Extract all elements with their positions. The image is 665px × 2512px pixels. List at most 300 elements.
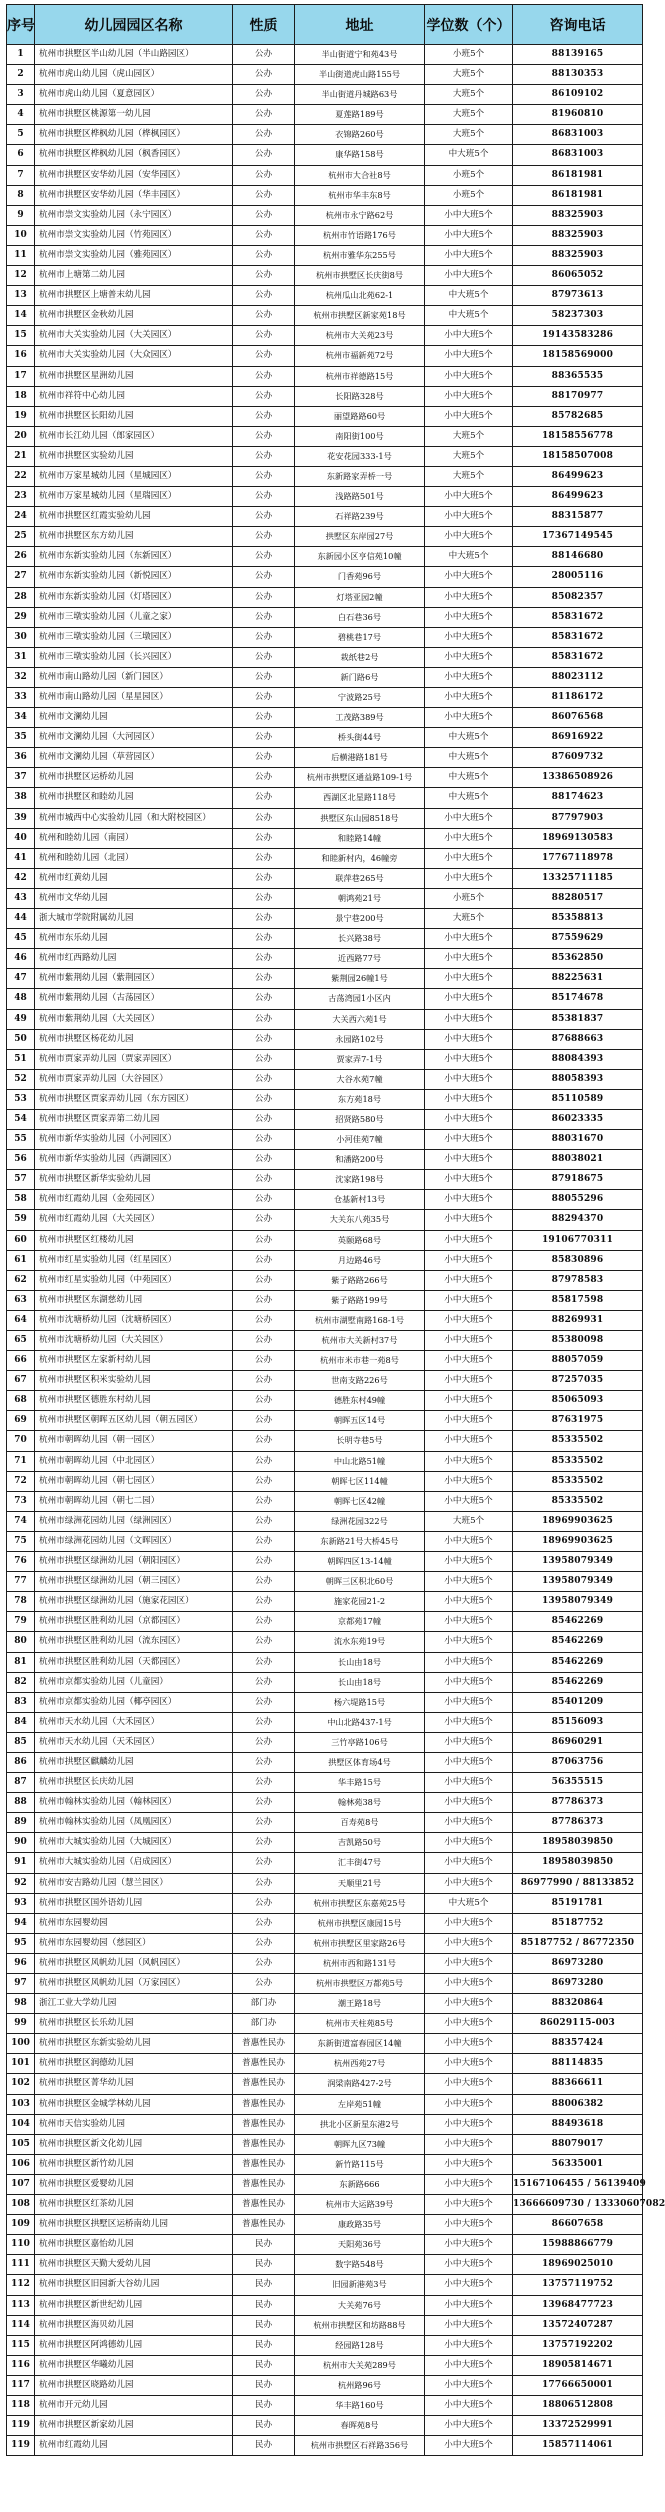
seat-count: 中大班5个 [425,145,513,165]
table-row [7,2034,643,2054]
school-name: 杭州市虎山幼儿园（夏意园区） [35,85,233,105]
seat-count: 大班5个 [425,1511,513,1531]
school-address: 近西路77号 [295,949,425,969]
school-nature: 公办 [233,688,295,708]
row-index: 49 [7,1009,35,1029]
school-name: 杭州市紫荆幼儿园（紫荆园区） [35,969,233,989]
table-row [7,1612,643,1632]
seat-count: 小中大班5个 [425,1933,513,1953]
phone-number: 15167106455 / 56139409 [513,2174,643,2194]
row-index: 66 [7,1351,35,1371]
phone-number: 19143583286 [513,326,643,346]
row-index: 21 [7,446,35,466]
school-name: 杭州市南山路幼儿园（新门园区） [35,667,233,687]
seat-count: 小中大班5个 [425,1049,513,1069]
phone-number: 86023335 [513,1109,643,1129]
phone-number: 13572407287 [513,2315,643,2335]
school-address: 杭州市大关苑23号 [295,326,425,346]
school-address: 杭州市福新苑72号 [295,346,425,366]
school-name: 杭州市拱墅区金城学林幼儿园 [35,2094,233,2114]
school-address: 大关西六苑1号 [295,1009,425,1029]
school-nature: 公办 [233,1190,295,1210]
school-name: 杭州市拱墅区风帆幼儿园（万家园区） [35,1974,233,1994]
school-address: 栽纸巷2号 [295,647,425,667]
table-row [7,1310,643,1330]
table-row [7,647,643,667]
seat-count: 小中大班5个 [425,1471,513,1491]
seat-count: 小中大班5个 [425,627,513,647]
seat-count: 小中大班5个 [425,346,513,366]
school-address: 大谷水苑7幢 [295,1069,425,1089]
phone-number: 85335502 [513,1451,643,1471]
table-row [7,808,643,828]
school-name: 杭州市拱墅区德胜东村幼儿园 [35,1391,233,1411]
seat-count: 小中大班5个 [425,1451,513,1471]
school-name: 杭州市拱墅区新华实验幼儿园 [35,1170,233,1190]
school-nature: 部门办 [233,2014,295,2034]
row-index: 73 [7,1491,35,1511]
seat-count: 小中大班5个 [425,969,513,989]
seat-count: 中大班5个 [425,728,513,748]
table-row [7,1732,643,1752]
table-row [7,1250,643,1270]
school-address: 潮王路18号 [295,1994,425,2014]
school-name: 杭州市翰林实验幼儿园（凤凰园区） [35,1813,233,1833]
seat-count: 大班5个 [425,85,513,105]
school-nature: 公办 [233,426,295,446]
phone-number: 19106770311 [513,1230,643,1250]
seat-count: 小中大班5个 [425,848,513,868]
school-address: 华丰路160号 [295,2395,425,2415]
seat-count: 中大班5个 [425,748,513,768]
school-nature: 公办 [233,1170,295,1190]
phone-number: 13757119752 [513,2275,643,2295]
phone-number: 88130353 [513,65,643,85]
phone-number: 81960810 [513,105,643,125]
row-index: 41 [7,848,35,868]
school-address: 白石巷36号 [295,607,425,627]
school-nature: 公办 [233,1049,295,1069]
school-name: 杭州市沈塘桥幼儿园（大关园区） [35,1331,233,1351]
seat-count: 小中大班5个 [425,1732,513,1752]
school-nature: 公办 [233,1310,295,1330]
seat-count: 小中大班5个 [425,1974,513,1994]
school-name: 杭州市拱墅区拱墅区运桥南幼儿园 [35,2215,233,2235]
table-row [7,446,643,466]
phone-number: 13757192202 [513,2335,643,2355]
school-address: 杭州市湖墅南路168-1号 [295,1310,425,1330]
table-row [7,587,643,607]
table-row [7,1933,643,1953]
school-address: 杭州市雅华东255号 [295,245,425,265]
phone-number: 88325903 [513,225,643,245]
seat-count: 小中大班5个 [425,2114,513,2134]
seat-count: 小中大班5个 [425,1270,513,1290]
school-address: 沈家路198号 [295,1170,425,1190]
seat-count: 小中大班5个 [425,487,513,507]
table-row [7,225,643,245]
row-index: 64 [7,1310,35,1330]
phone-number: 28005116 [513,567,643,587]
school-address: 德胜东村49幢 [295,1391,425,1411]
phone-number: 18969130583 [513,828,643,848]
school-name: 浙江工业大学幼儿园 [35,1994,233,2014]
phone-number: 88174623 [513,788,643,808]
row-index: 78 [7,1592,35,1612]
school-nature: 公办 [233,1069,295,1089]
school-name: 杭州市贾家弄幼儿园（大谷园区） [35,1069,233,1089]
school-nature: 普惠性民办 [233,2114,295,2134]
school-nature: 普惠性民办 [233,2215,295,2235]
table-row [7,346,643,366]
seat-count: 小中大班5个 [425,1873,513,1893]
phone-number: 88366611 [513,2074,643,2094]
school-address: 吉凯路50号 [295,1833,425,1853]
school-address: 康华路158号 [295,145,425,165]
table-row [7,828,643,848]
row-index: 46 [7,949,35,969]
row-index: 37 [7,768,35,788]
seat-count: 大班5个 [425,65,513,85]
school-name: 杭州市拱墅区安华幼儿园（华丰园区） [35,185,233,205]
phone-number: 86977990 / 88133852 [513,1873,643,1893]
school-nature: 民办 [233,2416,295,2436]
school-address: 浅路路501号 [295,487,425,507]
phone-number: 86831003 [513,125,643,145]
seat-count: 小中大班5个 [425,688,513,708]
seat-count: 中大班5个 [425,286,513,306]
school-nature: 公办 [233,627,295,647]
table-row [7,2074,643,2094]
school-address: 杭州市大合社8号 [295,165,425,185]
school-address: 石祥路239号 [295,507,425,527]
table-row [7,1210,643,1230]
seat-count: 小中大班5个 [425,1773,513,1793]
school-nature: 公办 [233,85,295,105]
table-row [7,1069,643,1089]
school-nature: 公办 [233,1732,295,1752]
table-row [7,1190,643,1210]
table-row [7,185,643,205]
school-address: 经园路128号 [295,2335,425,2355]
school-address: 招贤路580号 [295,1109,425,1129]
school-address: 灯塔亚园2幢 [295,587,425,607]
school-nature: 民办 [233,2375,295,2395]
table-row [7,145,643,165]
seat-count: 小中大班5个 [425,1672,513,1692]
seat-count: 小中大班5个 [425,326,513,346]
table-row [7,567,643,587]
phone-number: 88225631 [513,969,643,989]
school-name: 杭州市朝晖幼儿园（朝一园区） [35,1431,233,1451]
school-address: 杭州市华丰东8号 [295,185,425,205]
school-name: 杭州市拱墅区东新实验幼儿园 [35,2034,233,2054]
phone-number: 13325711185 [513,868,643,888]
school-address: 翰林苑38号 [295,1793,425,1813]
seat-count: 小中大班5个 [425,1331,513,1351]
row-index: 117 [7,2375,35,2395]
school-nature: 公办 [233,205,295,225]
phone-number: 85065093 [513,1391,643,1411]
table-row [7,2014,643,2034]
table-row [7,969,643,989]
phone-number: 85782685 [513,406,643,426]
phone-number: 88294370 [513,1210,643,1230]
phone-number: 13372529991 [513,2416,643,2436]
school-nature: 公办 [233,989,295,1009]
row-index: 33 [7,688,35,708]
phone-number: 18969025010 [513,2255,643,2275]
school-address: 杭州市拱墅区康园15号 [295,1913,425,1933]
table-row [7,848,643,868]
row-index: 58 [7,1190,35,1210]
row-index: 24 [7,507,35,527]
header-phone: 咨询电话 [513,5,643,45]
school-address: 左岸苑51幢 [295,2094,425,2114]
school-nature: 普惠性民办 [233,2034,295,2054]
seat-count: 小中大班5个 [425,828,513,848]
table-row [7,2094,643,2114]
table-row [7,306,643,326]
school-nature: 公办 [233,888,295,908]
table-row [7,627,643,647]
school-nature: 普惠性民办 [233,2074,295,2094]
school-address: 杭州市拱墅区通益路109-1号 [295,768,425,788]
school-address: 月边路46号 [295,1250,425,1270]
row-index: 84 [7,1712,35,1732]
school-name: 杭州市天水幼儿园（大禾园区） [35,1712,233,1732]
phone-number: 88031670 [513,1130,643,1150]
school-name: 杭州市红星实验幼儿园（红星园区） [35,1250,233,1270]
school-name: 杭州市拱墅区风帆幼儿园（风帆园区） [35,1953,233,1973]
table-row [7,1511,643,1531]
school-name: 杭州市拱墅区胜利幼儿园（京都园区） [35,1612,233,1632]
school-nature: 公办 [233,1793,295,1813]
phone-number: 86181981 [513,185,643,205]
table-row [7,2416,643,2436]
table-row [7,1009,643,1029]
seat-count: 小中大班5个 [425,1833,513,1853]
school-address: 紫子路路199号 [295,1290,425,1310]
phone-number: 87063756 [513,1752,643,1772]
row-index: 113 [7,2295,35,2315]
phone-number: 88365535 [513,366,643,386]
row-index: 14 [7,306,35,326]
school-name: 杭州市拱墅区晓路幼儿园 [35,2375,233,2395]
school-name: 杭州市红霞幼儿园（金苑园区） [35,1190,233,1210]
phone-number: 88493618 [513,2114,643,2134]
school-nature: 公办 [233,1089,295,1109]
school-name: 杭州市拱墅区上塘普末幼儿园 [35,286,233,306]
row-index: 119 [7,2416,35,2436]
school-nature: 公办 [233,266,295,286]
row-index: 82 [7,1672,35,1692]
row-index: 87 [7,1773,35,1793]
table-row [7,45,643,65]
school-name: 杭州市拱墅区和睦幼儿园 [35,788,233,808]
school-name: 杭州市大城实验幼儿园（启成园区） [35,1853,233,1873]
school-name: 杭州市拱墅区红楼幼儿园 [35,1230,233,1250]
school-name: 杭州市红霞幼儿园 [35,2436,233,2456]
phone-number: 88315877 [513,507,643,527]
table-row [7,65,643,85]
phone-number: 15857114061 [513,2436,643,2456]
school-nature: 公办 [233,306,295,326]
phone-number: 87609732 [513,748,643,768]
school-name: 杭州市红黄幼儿园 [35,868,233,888]
seat-count: 小中大班5个 [425,1371,513,1391]
table-row [7,909,643,929]
seat-count: 小中大班5个 [425,2295,513,2315]
phone-number: 17766650001 [513,2375,643,2395]
phone-number: 87797903 [513,808,643,828]
school-name: 杭州市拱墅区桃源第一幼儿园 [35,105,233,125]
phone-number: 85335502 [513,1491,643,1511]
table-row [7,507,643,527]
row-index: 45 [7,929,35,949]
school-address: 杭州市拱墅区里家路26号 [295,1933,425,1953]
phone-number: 18158569000 [513,346,643,366]
phone-number: 17367149545 [513,527,643,547]
school-nature: 公办 [233,1270,295,1290]
row-index: 39 [7,808,35,828]
row-index: 38 [7,788,35,808]
school-name: 杭州和睦幼儿园（南园） [35,828,233,848]
row-index: 101 [7,2054,35,2074]
school-name: 杭州市拱墅区胜利幼儿园（流东园区） [35,1632,233,1652]
school-nature: 公办 [233,1572,295,1592]
seat-count: 小中大班5个 [425,2154,513,2174]
phone-number: 87688663 [513,1029,643,1049]
row-index: 16 [7,346,35,366]
school-address: 和睦路14幢 [295,828,425,848]
row-index: 48 [7,989,35,1009]
table-row [7,105,643,125]
school-address: 东新路家弄桥一号 [295,466,425,486]
phone-number: 13958079349 [513,1552,643,1572]
school-name: 杭州市东新实验幼儿园（灯塔园区） [35,587,233,607]
school-name: 杭州市拱墅区胜利幼儿园（天都园区） [35,1652,233,1672]
phone-number: 85335502 [513,1431,643,1451]
row-index: 50 [7,1029,35,1049]
phone-number: 86109102 [513,85,643,105]
school-address: 朝晖七区114幢 [295,1471,425,1491]
school-address: 杭州西苑27号 [295,2054,425,2074]
table-row [7,1411,643,1431]
seat-count: 小中大班5个 [425,1552,513,1572]
row-index: 40 [7,828,35,848]
table-row [7,2195,643,2215]
school-nature: 公办 [233,1029,295,1049]
seat-count: 小中大班5个 [425,1692,513,1712]
phone-number: 88170977 [513,386,643,406]
school-address: 朝晖四区13-14幢 [295,1552,425,1572]
school-nature: 公办 [233,1612,295,1632]
phone-number: 86831003 [513,145,643,165]
school-name: 杭州市东新实验幼儿园（新悦园区） [35,567,233,587]
row-index: 81 [7,1652,35,1672]
school-nature: 公办 [233,507,295,527]
seat-count: 大班5个 [425,466,513,486]
school-name: 杭州市拱墅区积米实验幼儿园 [35,1371,233,1391]
seat-count: 小中大班5个 [425,2315,513,2335]
table-row [7,768,643,788]
seat-count: 小中大班5个 [425,225,513,245]
school-name: 杭州市拱墅区金秋幼儿园 [35,306,233,326]
table-row [7,1953,643,1973]
row-index: 115 [7,2335,35,2355]
table-row [7,2295,643,2315]
phone-number: 85401209 [513,1692,643,1712]
school-address: 汇丰街47号 [295,1853,425,1873]
school-address: 百寿苑8号 [295,1813,425,1833]
table-row [7,2134,643,2154]
row-index: 102 [7,2074,35,2094]
phone-number: 85831672 [513,607,643,627]
school-address: 施家花园21-2 [295,1592,425,1612]
school-address: 丽望路路60号 [295,406,425,426]
seat-count: 小中大班5个 [425,1612,513,1632]
school-address: 联萍巷265号 [295,868,425,888]
school-name: 杭州市拱墅区爱婴幼儿园 [35,2174,233,2194]
seat-count: 小中大班5个 [425,266,513,286]
school-nature: 公办 [233,346,295,366]
school-address: 西湖区北星路118号 [295,788,425,808]
table-row [7,165,643,185]
table-row [7,2275,643,2295]
kindergarten-table [6,4,665,2456]
row-index: 109 [7,2215,35,2235]
row-index: 61 [7,1250,35,1270]
seat-count: 小中大班5个 [425,1953,513,1973]
phone-number: 18158556778 [513,426,643,446]
phone-number: 88079017 [513,2134,643,2154]
phone-number: 86065052 [513,266,643,286]
school-address: 拱墅区东岸园27号 [295,527,425,547]
phone-number: 88055296 [513,1190,643,1210]
phone-number: 86181981 [513,165,643,185]
school-address: 和潘路200号 [295,1150,425,1170]
row-index: 56 [7,1150,35,1170]
school-address: 小河佳苑7幢 [295,1130,425,1150]
row-index: 88 [7,1793,35,1813]
phone-number: 85462269 [513,1612,643,1632]
phone-number: 86960291 [513,1732,643,1752]
school-name: 杭州市文澜幼儿园（大河园区） [35,728,233,748]
seat-count: 小中大班5个 [425,1632,513,1652]
row-index: 17 [7,366,35,386]
school-address: 杭州市天柱苑85号 [295,2014,425,2034]
school-nature: 普惠性民办 [233,2134,295,2154]
school-nature: 公办 [233,909,295,929]
seat-count: 小班5个 [425,45,513,65]
row-index: 32 [7,667,35,687]
school-address: 杨六堤路15号 [295,1692,425,1712]
school-name: 杭州市拱墅区东湖慈幼儿园 [35,1290,233,1310]
seat-count: 中大班5个 [425,768,513,788]
table-row [7,2315,643,2335]
table-row [7,1974,643,1994]
school-address: 华丰路15号 [295,1773,425,1793]
school-name: 杭州市崇文实验幼儿园（永宁园区） [35,205,233,225]
seat-count: 小中大班5个 [425,1431,513,1451]
row-index: 53 [7,1089,35,1109]
school-name: 杭州市朝晖幼儿园（朝七园区） [35,1471,233,1491]
school-name: 杭州市拱墅区桦枫幼儿园（桦枫园区） [35,125,233,145]
phone-number: 85831672 [513,647,643,667]
school-nature: 公办 [233,326,295,346]
school-nature: 公办 [233,527,295,547]
